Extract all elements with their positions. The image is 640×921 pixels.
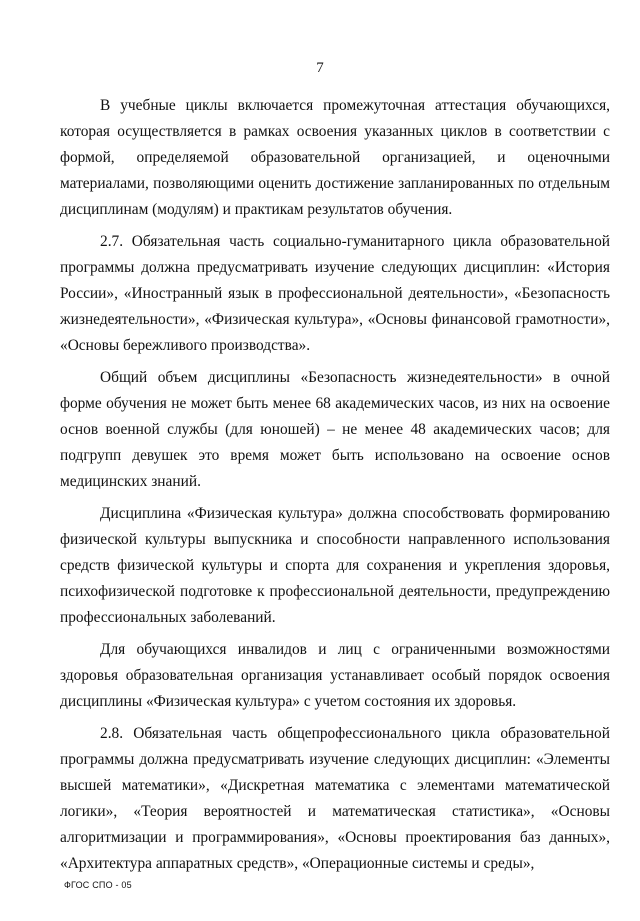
page-number: 7 (316, 60, 324, 76)
document-body (60, 93, 610, 883)
paragraph-2-8-general-professional-cycle: 2.8. Обязательная часть общепрофессионального цикла образовательной программы должна предусматривать изучение следующих дисциплин: «Элементы высшей математики», «Дискретная математика с элементами математической логики», «Теория вероятностей и математическая статистика», «Основы алгоритмизации и программирования», «Основы проектирования баз данных», «Архитектура аппаратных средств», «Операционные системы и среды», (60, 725, 610, 872)
paragraph-physical-culture: Дисциплина «Физическая культура» должна способствовать формированию физической культуры выпускника и способности направленного использования средств физической культуры и спорта для сохранения и укрепления здоровья, психофизической подготовке к профессиональной деятельности, предупреждению профессиональных заболеваний. (60, 505, 610, 626)
paragraph-life-safety-volume: Общий объем дисциплины «Безопасность жизнедеятельности» в очной форме обучения не может быть менее 68 академических часов, из них на освоение основ военной службы (для юношей) – не менее 48 академических часов; для подгрупп девушек это время может быть использовано на освоение основ медицинских знаний. (60, 369, 610, 490)
paragraph-2-7-social-humanitarian-cycle: 2.7. Обязательная часть социально-гуманитарного цикла образовательной программы должна предусматривать изучение следующих дисциплин: «История России», «Иностранный язык в профессиональной деятельности», «Безопасность жизнедеятельности», «Физическая культура», «Основы финансовой грамотности», «Основы бережливого производства». (60, 233, 610, 354)
footer-label: ФГОС СПО - 05 (64, 880, 132, 890)
paragraph-disabled-students: Для обучающихся инвалидов и лиц с ограниченными возможностями здоровья образовательная организация устанавливает особый порядок освоения дисциплины «Физическая культура» с учетом состояния их здоровья. (60, 641, 610, 710)
paragraph-intermediate-certification: В учебные циклы включается промежуточная аттестация обучающихся, которая осуществляется в рамках освоения указанных циклов в соответствии с формой, определяемой образовательной организацией, и оценочными материалами, позволяющими оценить достижение запланированных по отдельным дисциплинам (модулям) и практикам результатов обучения. (60, 97, 610, 218)
